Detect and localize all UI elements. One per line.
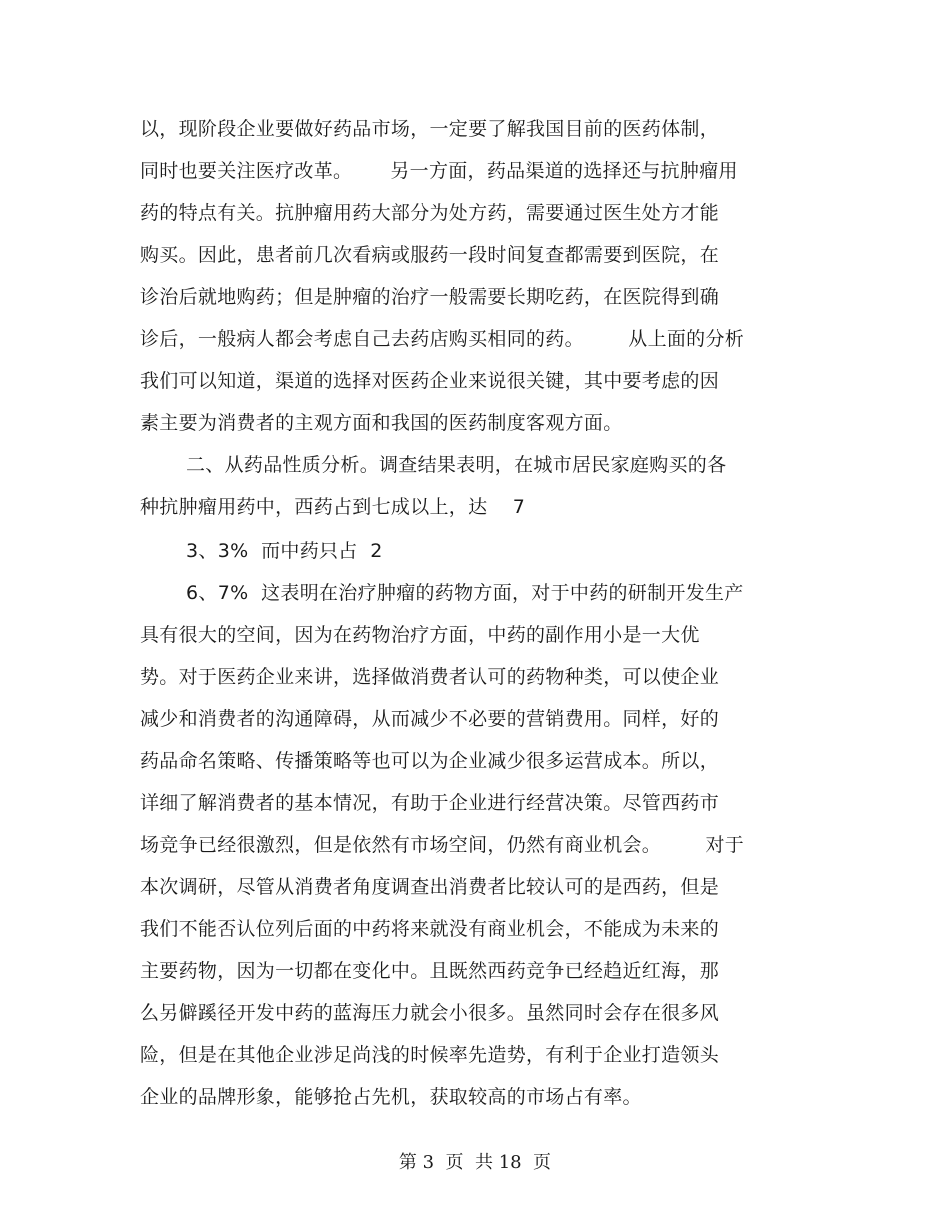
text-line: 具有很大的空间，因为在药物治疗方面，中药的副作用小是一大优 bbox=[140, 624, 700, 646]
text-line: 险，但是在其他企业涉足尚浅的时候率先造势，有利于企业打造领头 bbox=[140, 1044, 720, 1066]
text-line: 减少和消费者的沟通障碍，从而减少不必要的营销费用。同样，好的 bbox=[140, 708, 720, 730]
text-line: 么另僻蹊径开发中药的蓝海压力就会小很多。虽然同时会存在很多风 bbox=[140, 1002, 720, 1024]
text-line: 3、3% 而中药只占 2 bbox=[186, 540, 383, 562]
text-line: 诊治后就地购药；但是肿瘤的治疗一般需要长期吃药，在医院得到确 bbox=[140, 286, 720, 308]
text-line: 以，现阶段企业要做好药品市场，一定要了解我国目前的医药体制， bbox=[140, 118, 720, 140]
text-line: 种抗肿瘤用药中，西药占到七成以上，达 7 bbox=[140, 496, 526, 518]
text-line: 详细了解消费者的基本情况，有助于企业进行经营决策。尽管西药市 bbox=[140, 792, 720, 814]
text-line: 场竞争已经很激烈，但是依然有市场空间，仍然有商业机会。 对于 bbox=[140, 834, 745, 856]
text-line: 药品命名策略、传播策略等也可以为企业减少很多运营成本。所以， bbox=[140, 750, 720, 772]
text-line: 企业的品牌形象，能够抢占先机，获取较高的市场占有率。 bbox=[140, 1086, 642, 1108]
text-line: 药的特点有关。抗肿瘤用药大部分为处方药，需要通过医生处方才能 bbox=[140, 202, 720, 224]
text-line: 势。对于医药企业来讲，选择做消费者认可的药物种类，可以使企业 bbox=[140, 666, 720, 688]
text-line: 我们不能否认位列后面的中药将来就没有商业机会，不能成为未来的 bbox=[140, 918, 720, 940]
text-line: 6、7% 这表明在治疗肿瘤的药物方面，对于中药的研制开发生产 bbox=[186, 582, 744, 604]
text-line: 主要药物，因为一切都在变化中。且既然西药竞争已经趋近红海，那 bbox=[140, 960, 720, 982]
page-number-footer: 第 3 页 共 18 页 bbox=[398, 1152, 552, 1173]
text-line: 我们可以知道，渠道的选择对医药企业来说很关键，其中要考虑的因 bbox=[140, 370, 720, 392]
text-line: 二、从药品性质分析。调查结果表明，在城市居民家庭购买的各 bbox=[186, 454, 727, 476]
text-line: 素主要为消费者的主观方面和我国的医药制度客观方面。 bbox=[140, 412, 623, 434]
text-line: 本次调研，尽管从消费者角度调查出消费者比较认可的是西药，但是 bbox=[140, 876, 720, 898]
text-line: 购买。因此，患者前几次看病或服药一段时间复查都需要到医院，在 bbox=[140, 244, 720, 266]
text-line: 同时也要关注医疗改革。 另一方面，药品渠道的选择还与抗肿瘤用 bbox=[140, 160, 738, 182]
text-line: 诊后，一般病人都会考虑自己去药店购买相同的药。 从上面的分析 bbox=[140, 328, 745, 350]
